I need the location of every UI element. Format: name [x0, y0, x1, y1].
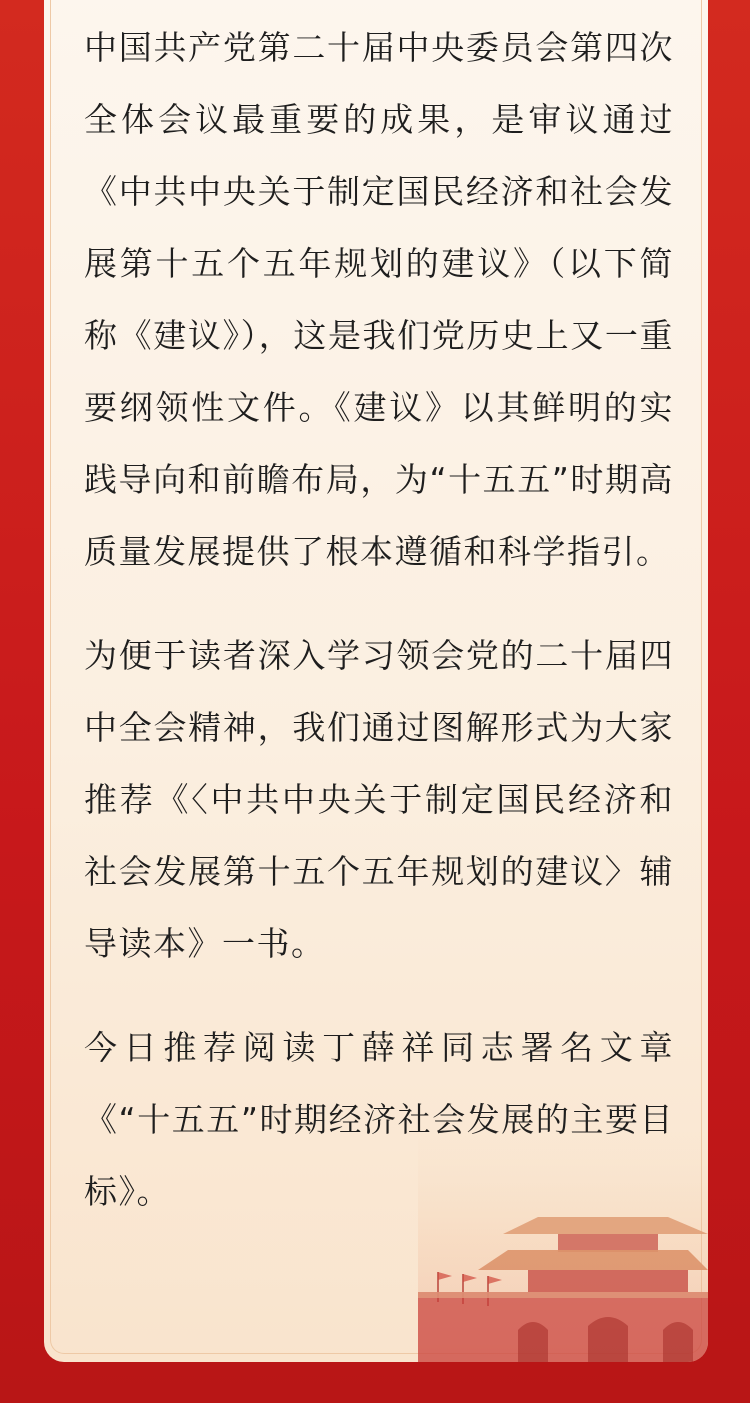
article-body [84, 12, 674, 1228]
paragraph-today-reading: 今日推荐阅读丁薛祥同志署名文章《“十五五”时期经济社会发展的主要目标》。 [84, 1028, 674, 1211]
tiananmen-gate-illustration [418, 1122, 708, 1362]
paragraph-intro: 中国共产党第二十届中央委员会第四次全体会议最重要的成果，是审议通过《中共中央关于制定国民经济和社会发展第十五个五年规划的建议》（以下简称《建议》），这是我们党历史上又一重要纲领性文件。《建议》以其鲜明的实践导向和前瞻布局，为“十五五”时期高质量发展提供了根本遵循和科学指引。 [84, 28, 674, 571]
paragraph-recommendation: 为便于读者深入学习领会党的二十届四中全会精神，我们通过图解形式为大家推荐《〈中共中央关于制定国民经济和社会发展第十五个五年规划的建议〉辅导读本》一书。 [84, 636, 674, 963]
article-card [44, 0, 708, 1362]
